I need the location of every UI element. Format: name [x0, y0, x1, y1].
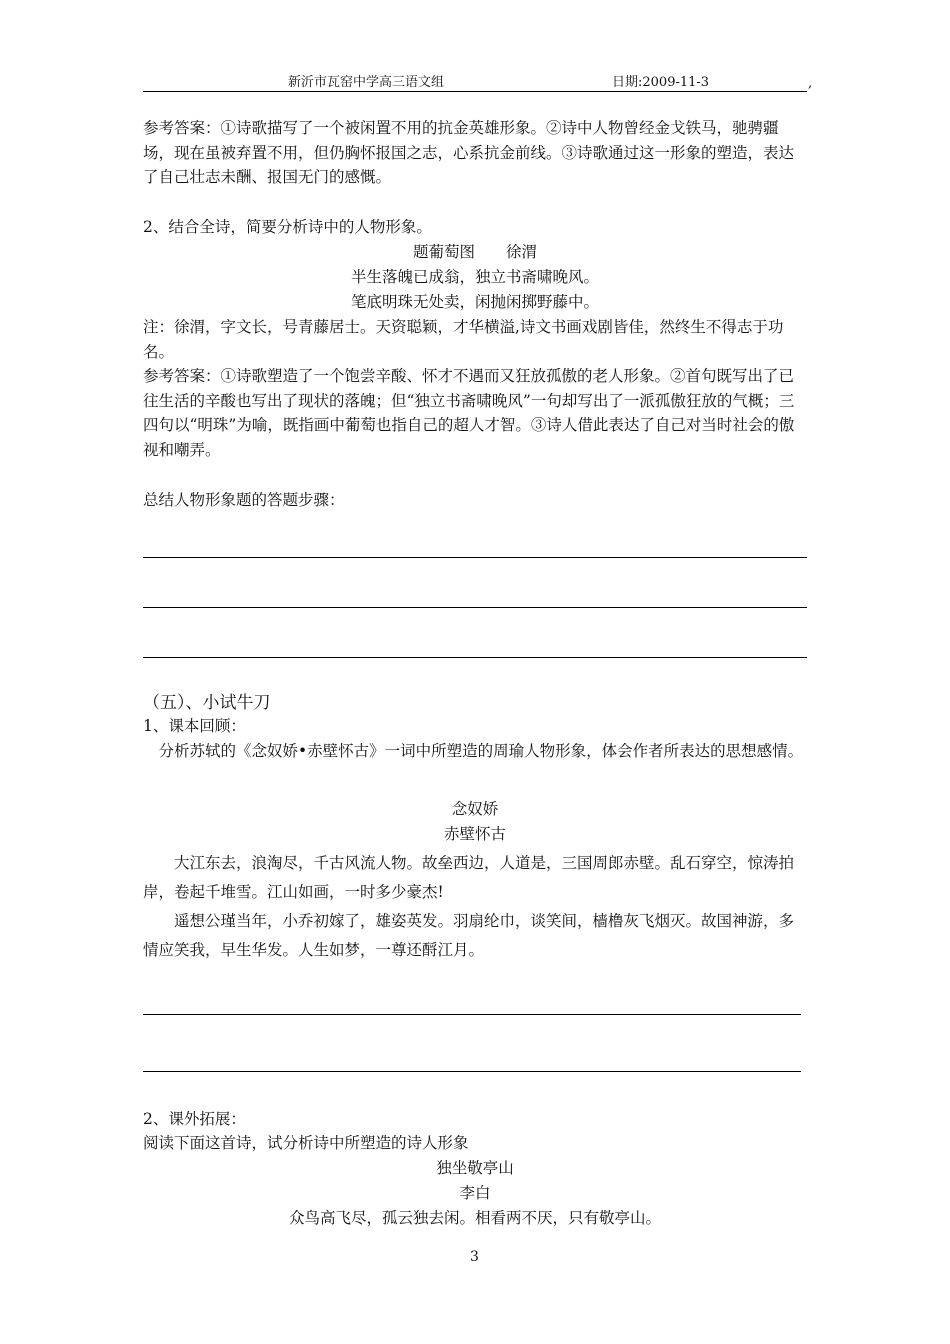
header-date: 日期:2009-11-3 [612, 75, 710, 90]
header-rule [143, 91, 807, 92]
answer-line [143, 657, 807, 658]
answer-line [143, 1071, 801, 1072]
header-comma: , [808, 76, 813, 91]
answer-line [143, 1014, 801, 1015]
poem2-title: 独坐敬亭山 [436, 1159, 514, 1177]
poem-line-1: 半生落魄已成翁，独立书斋啸晚风。 [350, 268, 599, 286]
summary-prompt: 总结人物形象题的答题步骤： [143, 491, 345, 509]
answer-1: 参考答案：①诗歌描写了一个被闲置不用的抗金英雄形象。②诗中人物曾经金戈铁马，驰骋疆场，现在虽被弃置不用，但仍胸怀报国之志，心系抗金前线。③诗歌通过这一形象的塑造，表达了自己壮志未酬、报国无门的感慨。 [143, 119, 795, 186]
answer-line [143, 607, 807, 608]
poem-stanza-1: 大江东去，浪淘尽，千古风流人物。故垒西边，人道是，三国周郎赤壁。乱石穿空，惊涛拍岸，卷起千堆雪。江山如画，一时多少豪杰! [143, 854, 795, 901]
poem-subtitle-chibi: 赤壁怀古 [443, 825, 506, 843]
poem2-line: 众鸟高飞尽，孤云独去闲。相看两不厌，只有敬亭山。 [288, 1209, 661, 1227]
item-1-prompt: 分析苏轼的《念奴娇•赤壁怀古》一词中所塑造的周瑜人物形象，体会作者所表达的思想感情。 [158, 742, 804, 760]
poem2-author: 李白 [459, 1184, 491, 1202]
poem-line-2: 笔底明珠无处卖，闲抛闲掷野藤中。 [350, 293, 599, 311]
header-school: 新沂市瓦窑中学高三语文组 [288, 75, 445, 90]
answer-2: 参考答案：①诗歌塑造了一个饱尝辛酸、怀才不遇而又狂放孤傲的老人形象。②首句既写出了已往生活的辛酸也写出了现状的落魄；但“独立书斋啸晚风”一句却写出了一派孤傲狂放的气概；三四句以“明珠”为喻，既指画中葡萄也指自己的超人才智。③诗人借此表达了自己对当时社会的傲视和嘲弄。 [143, 367, 795, 459]
answer-line [143, 557, 807, 558]
page-number: 3 [470, 1249, 479, 1265]
poem-stanza-2: 遥想公瑾当年，小乔初嫁了，雄姿英发。羽扇纶巾，谈笑间，樯橹灰飞烟灭。故国神游，多情应笑我，早生华发。人生如梦，一尊还酹江月。 [143, 912, 795, 959]
poem-title-grapes: 题葡萄图 徐渭 [412, 243, 537, 261]
poet-note: 注：徐渭，字文长，号青藤居士。天资聪颖，才华横溢,诗文书画戏剧皆佳，然终生不得志于功名。 [143, 318, 784, 361]
question-2: 2、结合全诗，简要分析诗中的人物形象。 [143, 218, 432, 236]
item-2-prompt: 阅读下面这首诗，试分析诗中所塑造的诗人形象 [143, 1134, 469, 1152]
poem-title-niannujiao: 念奴娇 [451, 800, 499, 818]
item-2-label: 2、课外拓展： [143, 1110, 246, 1128]
item-1-label: 1、课本回顾： [143, 717, 246, 735]
section-title: （五）、小试牛刀 [143, 693, 271, 713]
